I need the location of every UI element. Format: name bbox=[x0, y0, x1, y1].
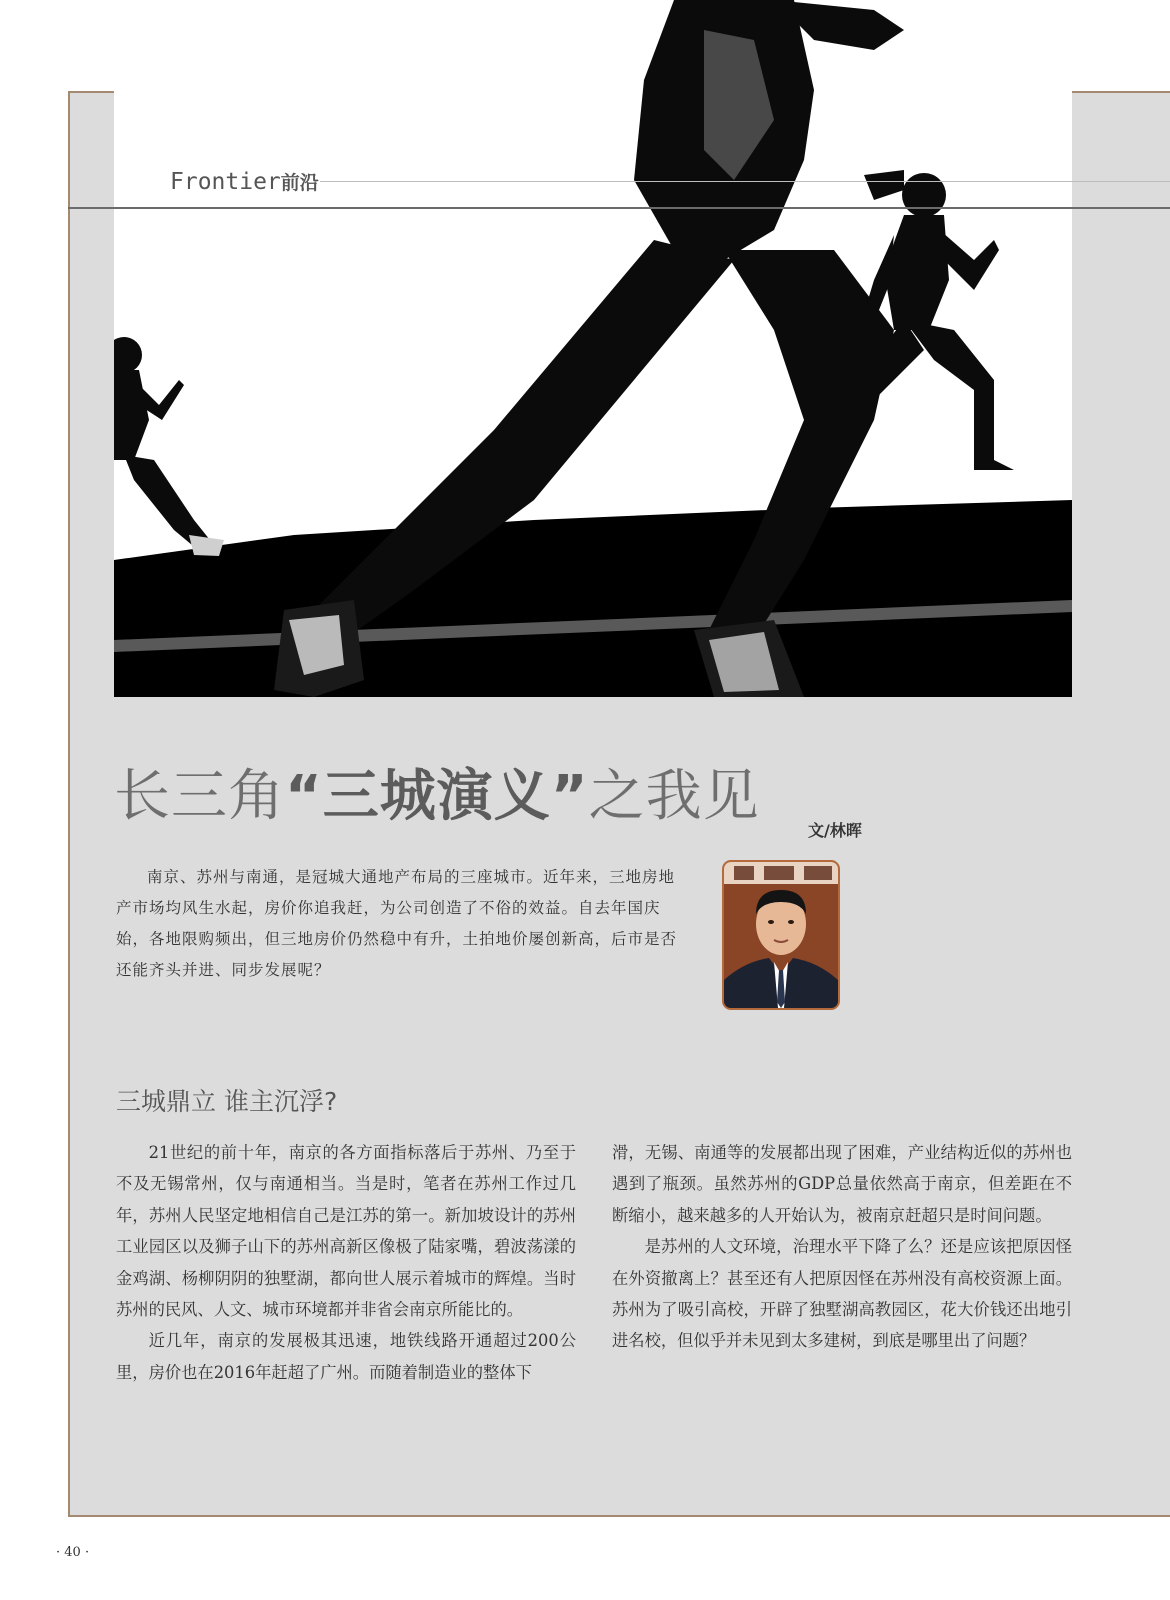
body-paragraph: 近几年，南京的发展极其迅速，地铁线路开通超过200公里，房价也在2016年赶超了广州。而随着制造业的整体下 bbox=[116, 1331, 576, 1382]
author-portrait-icon bbox=[724, 862, 838, 1008]
section-subheading: 三城鼎立 谁主沉浮? bbox=[116, 1087, 338, 1116]
author-photo bbox=[722, 860, 840, 1010]
section-tag-en: Frontier bbox=[170, 169, 281, 195]
page-number: · 40 · bbox=[56, 1545, 90, 1560]
title-part-3: 之我见 bbox=[588, 764, 760, 829]
body-column-right bbox=[612, 1137, 1072, 1357]
section-tag bbox=[170, 168, 319, 195]
header-rule bbox=[68, 207, 1170, 209]
body-column-left bbox=[116, 1137, 576, 1388]
lead-paragraph: 南京、苏州与南通，是冠城大通地产布局的三座城市。近年来，三地房地产市场均风生水起，房价你追我赶，为公司创造了不俗的效益。自去年国庆始，各地限购频出，但三地房价仍然稳中有升，土拍地价屡创新高，后市是否还能齐头并进、同步发展呢？ bbox=[116, 868, 678, 979]
runners-silhouette-icon bbox=[114, 0, 1072, 697]
runners-hero-image bbox=[114, 0, 1072, 697]
title-part-2: “三城演义” bbox=[285, 764, 589, 829]
body-paragraph: 21世纪的前十年，南京的各方面指标落后于苏州、乃至于不及无锡常州，仅与南通相当。当是时，笔者在苏州工作过几年，苏州人民坚定地相信自己是江苏的第一。新加坡设计的苏州工业园区以及狮子山下的苏州高新区像极了陆家嘴，碧波荡漾的金鸡湖、杨柳阴阴的独墅湖，都向世人展示着城市的辉煌。当时苏州的民风、人文、城市环境都并非省会南京所能比的。 bbox=[116, 1143, 576, 1320]
section-tag-cn: 前沿 bbox=[280, 172, 319, 194]
header-rule-thin bbox=[320, 181, 1170, 182]
title-part-1: 长三角 bbox=[114, 764, 285, 829]
author-byline: 文/林晖 bbox=[808, 821, 862, 840]
body-paragraph: 滑，无锡、南通等的发展都出现了困难，产业结构近似的苏州也遇到了瓶颈。虽然苏州的GDP总量依然高于南京，但差距在不断缩小，越来越多的人开始认为，被南京赶超只是时间问题。 bbox=[612, 1143, 1072, 1225]
article-title bbox=[114, 752, 760, 832]
body-paragraph: 是苏州的人文环境，治理水平下降了么？还是应该把原因怪在外资撤离上？甚至还有人把原因怪在苏州没有高校资源上面。苏州为了吸引高校，开辟了独墅湖高教园区，花大价钱还出地引进名校，但似乎并未见到太多建树，到底是哪里出了问题？ bbox=[612, 1237, 1072, 1351]
